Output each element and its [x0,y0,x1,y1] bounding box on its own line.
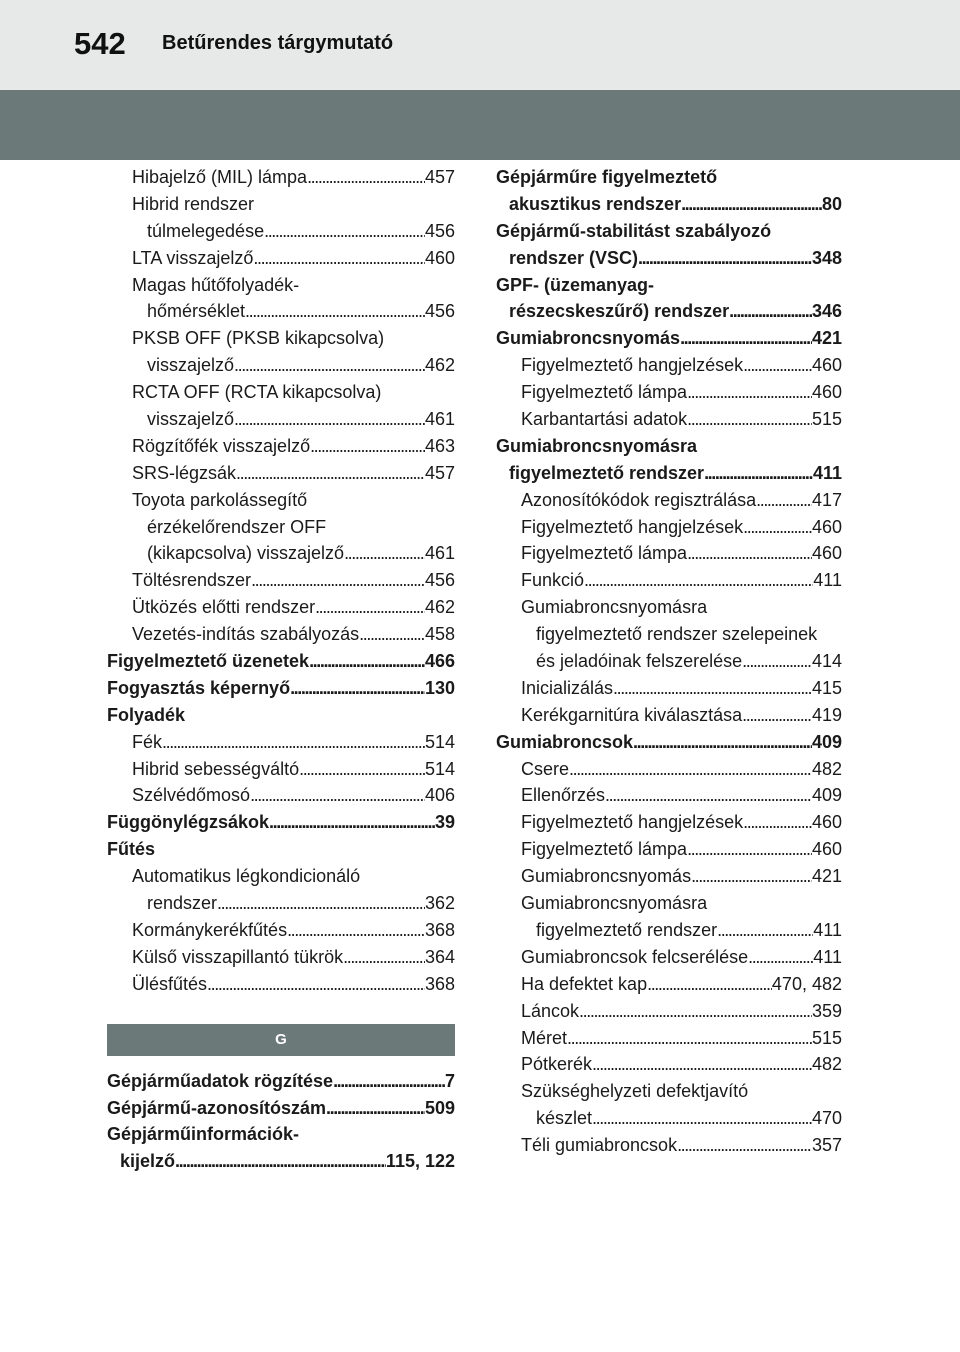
dot-leader [743,809,812,836]
index-entry-text: Inicializálás [521,677,614,698]
index-entry-text: Töltésrendszer [132,570,252,591]
index-entry-text: Hibrid rendszer [132,193,255,214]
index-page-number: 514 [424,731,455,752]
index-entry [107,1068,455,1095]
dot-leader [687,406,812,433]
index-page-number: 460 [811,516,842,537]
index-page-number: 409 [811,731,842,752]
index-entry [496,460,842,487]
dot-leader [310,433,425,460]
index-list-right [496,164,842,1159]
index-entry-text: visszajelző [147,409,235,430]
dot-leader [687,836,812,863]
index-entry-text: figyelmeztető rendszer szelepeinek [536,624,818,645]
index-entry-text: Ütközés előtti rendszer [132,597,316,618]
index-entry [107,245,455,272]
index-page-number: 415 [811,677,842,698]
index-entry-text: Szélvédőmosó [132,785,251,806]
index-entry-text: érzékelőrendszer OFF [147,516,327,537]
index-page-number: 462 [424,355,455,376]
index-entry-text: Láncok [521,1000,580,1021]
dot-leader [579,998,812,1025]
index-page-number: 458 [424,624,455,645]
index-page-number: 39 [434,812,455,833]
index-entry-text: Hibrid sebességváltó [132,758,300,779]
dot-leader [207,971,425,998]
dot-leader [613,675,812,702]
index-entry-text: Rögzítőfék visszajelző [132,435,311,456]
index-entry-text: Gépjármű-azonosítószám [107,1097,327,1118]
index-entry [107,756,455,783]
index-entry-text: Gépjárműre figyelmeztető [496,167,718,187]
index-entry [496,514,842,541]
index-page-number: 406 [424,785,455,806]
index-entry-text: Méret [521,1027,568,1048]
index-entry-text: Karbantartási adatok [521,409,688,430]
index-page-number: 515 [811,409,842,430]
index-entry [107,621,455,648]
index-page-number: 417 [811,489,842,510]
index-entry [496,621,842,648]
index-entry [496,702,842,729]
index-page-number: 411 [813,946,842,967]
index-page-number: 457 [424,167,455,187]
index-entry [496,836,842,863]
index-page-number: 80 [821,193,842,214]
index-entry-text: GPF- (üzemanyag- [496,274,655,295]
page-header [0,0,960,90]
index-entry [107,487,455,514]
index-entry [496,352,842,379]
index-entry-text: Figyelmeztető lámpa [521,382,688,403]
index-entry [496,782,842,809]
index-entry [107,298,455,325]
index-entry [107,702,455,729]
index-entry-text: Figyelmeztető lámpa [521,839,688,860]
index-page-number: 482 [811,1054,842,1075]
index-entry-text: Gumiabroncsok felcserélése [521,946,749,967]
index-entry [107,433,455,460]
index-page-number: 470, 482 [771,973,842,994]
index-entry-text: Figyelmeztető lámpa [521,543,688,564]
index-entry [107,567,455,594]
index-entry-text: RCTA OFF (RCTA kikapcsolva) [132,382,382,403]
index-page-number: 460 [424,247,455,268]
index-entry [107,863,455,890]
index-entry-text: Kormánykerékfűtés [132,919,288,940]
index-page-number: 470 [811,1108,842,1129]
index-entry-text: LTA visszajelző [132,247,254,268]
index-entry-text: Fék [132,731,163,752]
index-entry [496,218,842,245]
index-entry [496,729,842,756]
index-entry [107,406,455,433]
index-entry [496,890,842,917]
index-page-number: 460 [811,839,842,860]
index-page-number: 7 [444,1070,455,1091]
index-entry-text: Vezetés-indítás szabályozás [132,624,360,645]
index-entry [496,998,842,1025]
dot-leader [333,1068,445,1095]
dot-leader [250,782,425,809]
dot-leader [592,1105,812,1132]
dot-leader [647,971,772,998]
index-entry-text: akusztikus rendszer [509,193,682,214]
dot-leader [234,406,425,433]
index-entry [496,540,842,567]
index-entry-text: Hibajelző (MIL) lámpa [132,167,308,187]
index-page-number: 348 [811,247,842,268]
dot-leader [680,325,812,352]
index-entry [107,352,455,379]
index-page-number: 460 [811,382,842,403]
index-entry [107,971,455,998]
index-entry-text: Figyelmeztető üzenetek [107,651,310,672]
index-entry-text: Gépjármű-stabilitást szabályozó [496,220,772,241]
index-entry-text: Téli gumiabroncsok [521,1135,678,1156]
index-entry [107,648,455,675]
index-page-number: 460 [811,355,842,376]
index-entry [496,245,842,272]
page-number: 542 [74,26,126,61]
index-page-number: 364 [424,946,455,967]
index-entry [107,379,455,406]
index-entry [107,1095,455,1122]
index-entry [496,675,842,702]
index-entry [496,433,842,460]
index-page-number: 466 [424,651,455,672]
index-entry [496,487,842,514]
dot-leader [748,944,813,971]
index-list-left [107,164,455,998]
index-entry-text: Figyelmeztető hangjelzések [521,355,744,376]
index-page-number: 482 [811,758,842,779]
dot-leader [633,729,812,756]
index-page-number: 115, 122 [385,1151,455,1172]
dot-leader [343,944,425,971]
index-entry-text: rendszer (VSC) [509,247,639,268]
index-entry [107,514,455,541]
index-entry [496,863,842,890]
letter-band: G [107,1024,455,1056]
dot-leader [605,782,812,809]
index-entry [496,191,842,218]
dot-leader [567,1025,812,1052]
index-page-number: 461 [424,409,455,430]
index-entry [107,836,455,863]
dot-leader [162,729,425,756]
index-entry-text: Figyelmeztető hangjelzések [521,516,744,537]
index-column-left [107,164,455,1175]
index-entry [107,890,455,917]
index-entry [107,191,455,218]
index-entry-text: és jeladóinak felszerelése [536,651,743,672]
dot-leader [742,702,812,729]
dot-leader [299,756,425,783]
index-entry-text: Külső visszapillantó tükrök [132,946,344,967]
dot-leader [704,460,813,487]
index-entry [107,675,455,702]
index-page-number: 457 [424,462,455,483]
dot-leader [245,298,425,325]
index-entry-text: Fogyasztás képernyő [107,677,291,698]
dot-leader [569,756,812,783]
index-entry [107,540,455,567]
index-entry-text: Gumiabroncsnyomás [496,328,681,349]
dot-leader [307,164,425,191]
index-entry-text: Gumiabroncsnyomásra [496,435,698,456]
index-entry-text: rendszer [147,893,218,914]
index-entry-text: Függönylégzsákok [107,812,270,833]
index-entry-text: kijelző [120,1151,176,1172]
dot-leader [687,540,812,567]
index-entry-text: Funkció [521,570,585,591]
dot-leader [251,567,425,594]
dot-leader [729,298,812,325]
dot-leader [234,352,425,379]
index-page-number: 421 [811,866,842,887]
index-entry-text: visszajelző [147,355,235,376]
index-page-number: 515 [811,1027,842,1048]
index-page-number: 456 [424,301,455,322]
dot-leader [309,648,425,675]
index-page-number: 409 [811,785,842,806]
index-page-number: 414 [811,651,842,672]
index-entry [496,164,842,191]
index-entry [496,1132,842,1159]
index-entry-text: SRS-légzsák [132,462,237,483]
index-entry-text: Gépjárműadatok rögzítése [107,1070,334,1091]
index-entry-text: Gumiabroncsnyomás [521,866,692,887]
dot-leader [742,648,812,675]
index-entry [107,809,455,836]
index-entry-text: túlmelegedése [147,220,265,241]
index-entry-text: Figyelmeztető hangjelzések [521,812,744,833]
index-entry-text: Csere [521,758,570,779]
page-title: Betűrendes tárgymutató [162,32,394,54]
index-entry-text: figyelmeztető rendszer [509,462,705,483]
index-entry-text: készlet [536,1108,593,1129]
index-entry [107,1121,455,1148]
index-entry [496,325,842,352]
index-entry [496,809,842,836]
index-entry [107,782,455,809]
dot-leader [677,1132,812,1159]
index-entry-text: figyelmeztető rendszer [536,919,718,940]
index-entry [107,917,455,944]
index-page-number: 368 [424,919,455,940]
index-entry [496,648,842,675]
index-page-number: 346 [811,301,842,322]
index-entry [107,272,455,299]
index-entry [107,164,455,191]
index-entry [496,1025,842,1052]
index-entry [496,298,842,325]
dot-leader [287,917,425,944]
index-page-number: 362 [424,893,455,914]
index-page-number: 461 [424,543,455,564]
index-entry [496,1078,842,1105]
index-entry [107,218,455,245]
index-entry-text: Toyota parkolássegítő [132,489,308,510]
dot-leader [326,1095,425,1122]
index-entry-text: Fűtés [107,839,156,860]
index-page-number: 368 [424,973,455,994]
index-entry-text: Gépjárműinformációk- [107,1124,300,1145]
index-entry-text: Gumiabroncsok [496,731,634,752]
index-page-number: 421 [811,328,842,349]
index-page-number: 419 [811,704,842,725]
index-page-number: 462 [424,597,455,618]
dot-leader [236,460,425,487]
dot-leader [217,890,425,917]
dot-leader [592,1051,812,1078]
index-page-number: 411 [813,919,842,940]
index-entry [107,460,455,487]
index-page-number: 411 [813,570,842,591]
index-page-number: 463 [424,435,455,456]
index-entry [107,594,455,621]
dot-leader [175,1148,386,1175]
index-entry [496,756,842,783]
dot-leader [344,540,425,567]
index-page-number: 411 [812,462,842,483]
header-band [0,90,960,160]
dot-leader [687,379,812,406]
index-entry-text: Gumiabroncsnyomásra [521,893,708,914]
index-entry-text: Ülésfűtés [132,973,208,994]
dot-leader [264,218,425,245]
index-entry [496,272,842,299]
dot-leader [717,917,813,944]
index-page-number: 509 [424,1097,455,1118]
index-entry-text: Szükséghelyzeti defektjavító [521,1081,749,1102]
index-entry-text: hőmérséklet [147,301,246,322]
index-entry [496,917,842,944]
dot-leader [756,487,812,514]
index-entry [107,729,455,756]
dot-leader [290,675,425,702]
index-entry-text: Ha defektet kap [521,973,648,994]
index-entry [107,1148,455,1175]
index-entry-text: Kerékgarnitúra kiválasztása [521,704,743,725]
dot-leader [253,245,425,272]
index-entry-text: Pótkerék [521,1054,593,1075]
index-entry [496,406,842,433]
index-page-number: 456 [424,220,455,241]
index-column-right [496,164,842,1159]
index-page-number: 460 [811,543,842,564]
index-page-number: 456 [424,570,455,591]
index-entry-text: Folyadék [107,704,186,725]
index-entry-text: részecskeszűrő) rendszer [509,301,730,322]
index-entry-text: Magas hűtőfolyadék- [132,274,300,295]
dot-leader [359,621,425,648]
index-entry [496,379,842,406]
index-list-g [107,1068,455,1176]
index-page-number: 514 [424,758,455,779]
index-page-number: 359 [811,1000,842,1021]
index-entry [496,1105,842,1132]
dot-leader [638,245,812,272]
dot-leader [743,352,812,379]
index-entry [496,944,842,971]
index-page-number: 357 [811,1135,842,1156]
index-entry-text: Automatikus légkondicionáló [132,866,361,887]
dot-leader [315,594,425,621]
dot-leader [743,514,812,541]
index-entry [496,971,842,998]
index-entry-text: (kikapcsolva) visszajelző [147,543,345,564]
dot-leader [691,863,812,890]
index-entry [107,944,455,971]
index-entry [496,567,842,594]
index-entry-text: Azonosítókódok regisztrálása [521,489,757,510]
index-entry [496,1051,842,1078]
index-entry-text: Ellenőrzés [521,785,606,806]
index-page-number: 130 [424,677,455,698]
dot-leader [681,191,822,218]
index-entry [107,325,455,352]
index-entry [496,594,842,621]
index-page-number: 460 [811,812,842,833]
index-entry-text: PKSB OFF (PKSB kikapcsolva) [132,328,385,349]
dot-leader [584,567,813,594]
dot-leader [269,809,435,836]
index-entry-text: Gumiabroncsnyomásra [521,597,708,618]
